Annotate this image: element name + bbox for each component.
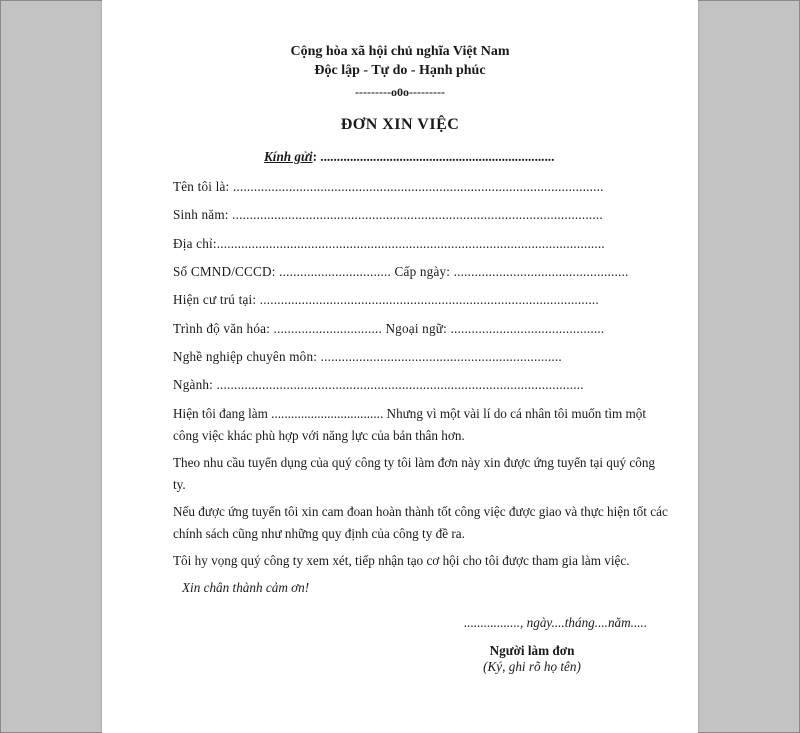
field-education: Trình độ văn hóa: ............................... Ngoại ngữ: ............................................ [173, 321, 605, 336]
field-name: Tên tôi là: .......................................................................................................... [173, 179, 604, 194]
field-id-card: Số CMND/CCCD: ................................ Cấp ngày: .................................................. [173, 264, 629, 279]
field-major: Ngành: ......................................................................................................... [173, 377, 584, 392]
signature-date-line: ................., ngày....tháng....năm..... [464, 615, 648, 630]
paragraph-current-job-line2: công việc khác phù hợp với năng lực của bản thân hơn. [173, 428, 465, 443]
closing-thanks: Xin chân thành cảm ơn! [182, 580, 310, 595]
paragraph-application-line1: Theo nhu cầu tuyển dụng của quý công ty tôi làm đơn này xin được ứng tuyển tại quý công [173, 455, 656, 470]
field-profession: Nghề nghiệp chuyên môn: ..................................................................... [173, 349, 562, 364]
recipient-label: Kính gửi [264, 149, 313, 164]
paragraph-hope: Tôi hy vọng quý công ty xem xét, tiếp nhận tạo cơ hội cho tôi được tham gia làm việc. [173, 553, 630, 568]
document-page [102, 0, 698, 733]
signature-note: (Ký, ghi rõ họ tên) [483, 659, 581, 674]
header-motto: Độc lập - Tự do - Hạnh phúc [314, 63, 486, 78]
header-separator: ---------o0o--------- [355, 85, 445, 99]
field-address: Địa chỉ:............................................................................................................... [173, 236, 605, 251]
paragraph-commitment-line1: Nếu được ứng tuyển tôi xin cam đoan hoàn thành tốt công việc được giao và thực hiện tốt các [173, 504, 668, 519]
paragraph-application-line2: ty. [173, 477, 186, 492]
recipient-line [264, 149, 554, 165]
document-title: ĐƠN XIN VIỆC [340, 116, 460, 133]
paragraph-current-job-line1: Hiện tôi đang làm .................................. Nhưng vì một vài lí do cá nhân tôi muốn tìm một [173, 406, 647, 421]
header-country: Cộng hòa xã hội chủ nghĩa Việt Nam [290, 44, 510, 59]
field-residence: Hiện cư trú tại: ................................................................................................. [173, 292, 599, 307]
paragraph-commitment-line2: chính sách cũng như những quy định của công ty đề ra. [173, 526, 465, 541]
signature-signer: Người làm đơn [489, 643, 575, 658]
field-birth: Sinh năm: .......................................................................................................... [173, 207, 603, 222]
recipient-dots: : ....................................................................... [312, 149, 555, 164]
